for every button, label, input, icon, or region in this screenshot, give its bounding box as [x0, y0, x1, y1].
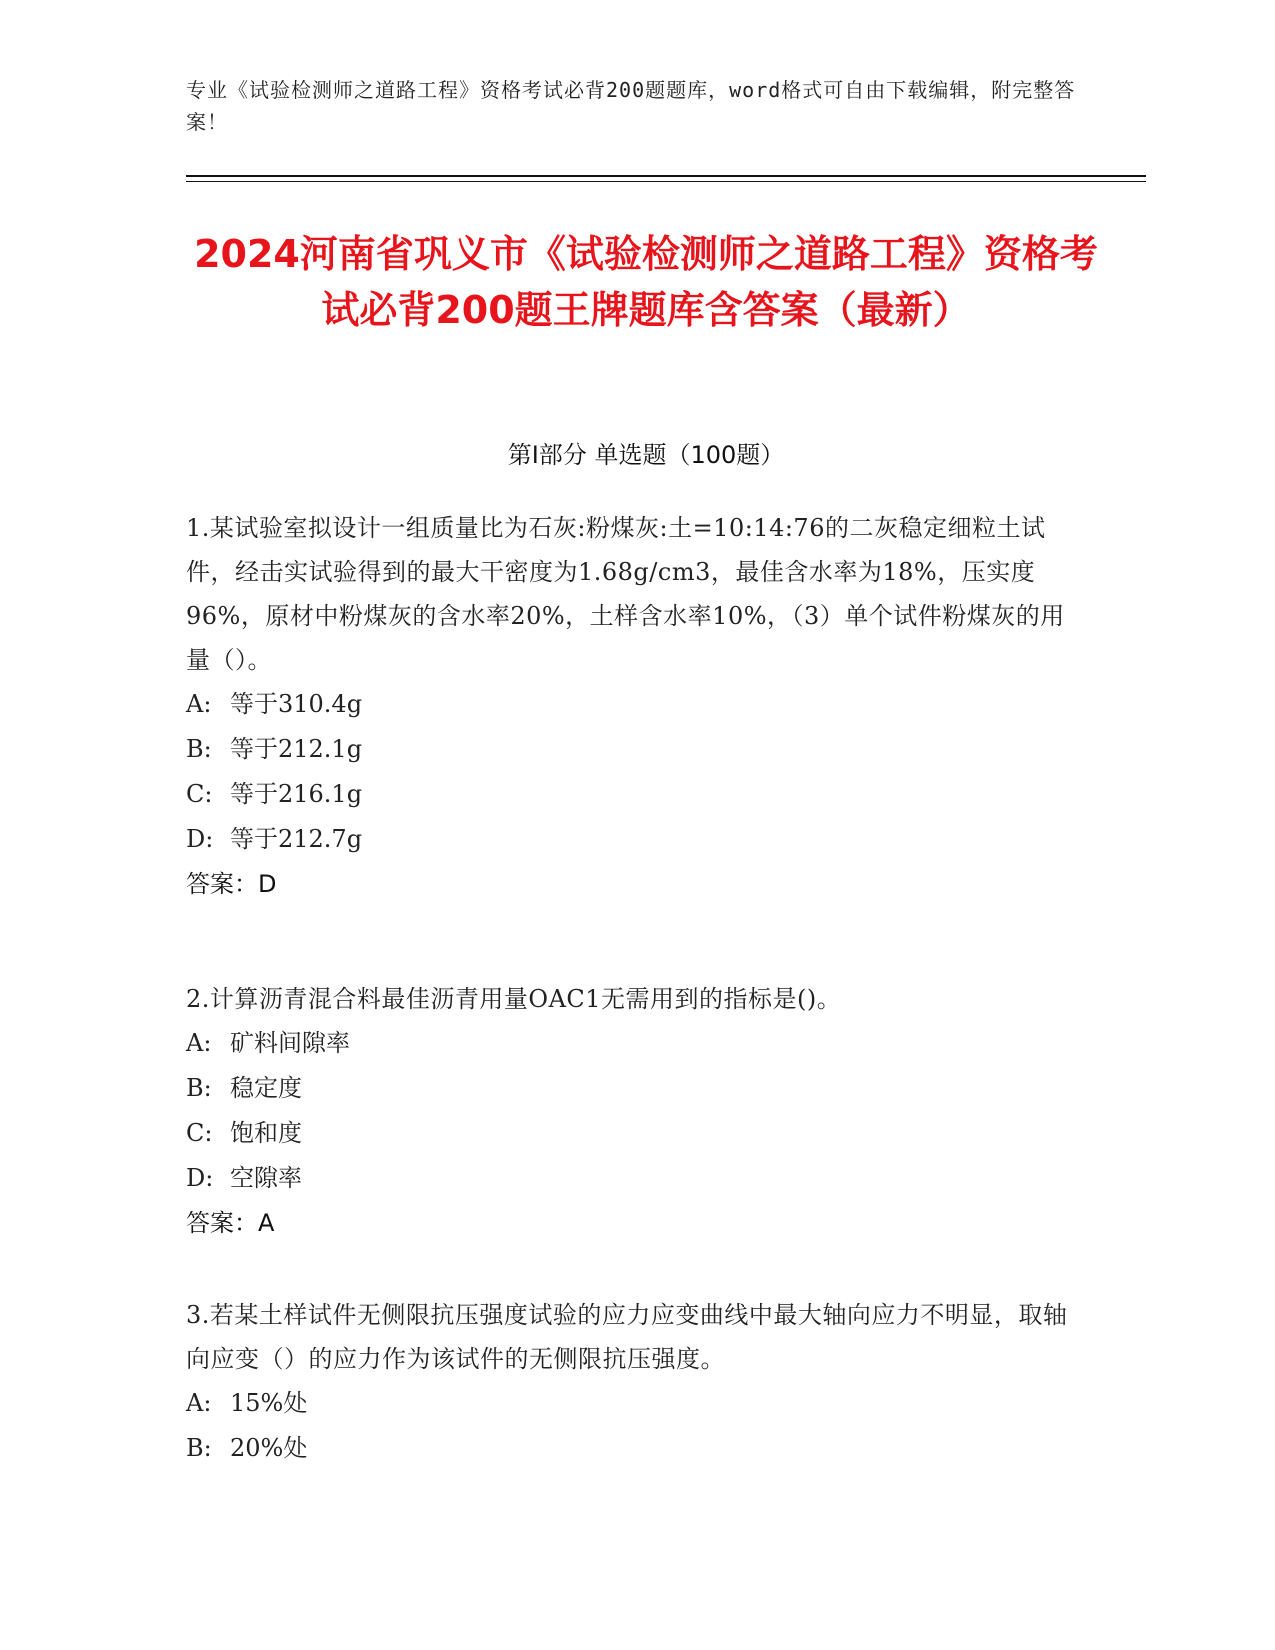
question-text: 1.某试验室拟设计一组质量比为石灰:粉煤灰:土=10:14:76的二灰稳定细粒土试件，经击实试验得到的最大干密度为1.68g/cm3，最佳含水率为18%，压实度96%，原材中粉煤灰的含水率20%，土样含水率10%，（3）单个试件粉煤灰的用量（）。 [186, 514, 1065, 674]
option-c [186, 772, 1086, 817]
answer-line: 答案：A [186, 1209, 275, 1237]
option-letter: B: [186, 1434, 212, 1462]
answer-line: 答案：D [186, 870, 277, 898]
option-b [186, 727, 1086, 772]
header-divider-thin [186, 181, 1146, 182]
option-a [186, 1381, 1086, 1426]
option-c [186, 1111, 1086, 1156]
option-text: 稳定度 [230, 1074, 302, 1102]
option-letter: A: [186, 1389, 212, 1417]
header-note: 专业《试验检测师之道路工程》资格考试必背200题题库，word格式可自由下载编辑，附完整答案！ [186, 78, 1076, 134]
document-title: 2024河南省巩义市《试验检测师之道路工程》资格考试必背200题王牌题库含答案（最新） [194, 232, 1098, 332]
option-text: 矿料间隙率 [230, 1029, 350, 1057]
option-text: 等于216.1g [230, 780, 363, 808]
option-a [186, 1021, 1086, 1066]
option-letter: C: [186, 1119, 213, 1147]
option-text: 等于212.7g [230, 825, 363, 853]
header-divider-thick [186, 175, 1146, 177]
option-b [186, 1426, 1086, 1471]
option-text: 空隙率 [230, 1164, 302, 1192]
question-3 [186, 1293, 1086, 1471]
option-text: 等于310.4g [230, 690, 363, 718]
section-title: 第Ⅰ部分 单选题（100题） [507, 441, 785, 469]
option-text: 等于212.1g [230, 735, 363, 763]
option-text: 20%处 [230, 1434, 308, 1462]
option-text: 15%处 [230, 1389, 308, 1417]
option-letter: B: [186, 1074, 212, 1102]
option-a [186, 682, 1086, 727]
option-b [186, 1066, 1086, 1111]
option-letter: D: [186, 825, 214, 853]
question-text: 3.若某土样试件无侧限抗压强度试验的应力应变曲线中最大轴向应力不明显，取轴向应变（）的应力作为该试件的无侧限抗压强度。 [186, 1301, 1068, 1373]
option-letter: B: [186, 735, 212, 763]
option-text: 饱和度 [230, 1119, 302, 1147]
option-letter: A: [186, 1029, 212, 1057]
option-d [186, 817, 1086, 862]
option-d [186, 1156, 1086, 1201]
question-2 [186, 977, 1086, 1246]
option-letter: A: [186, 690, 212, 718]
question-text: 2.计算沥青混合料最佳沥青用量OAC1无需用到的指标是()。 [186, 985, 842, 1013]
question-1 [186, 506, 1086, 907]
option-letter: C: [186, 780, 213, 808]
option-letter: D: [186, 1164, 214, 1192]
